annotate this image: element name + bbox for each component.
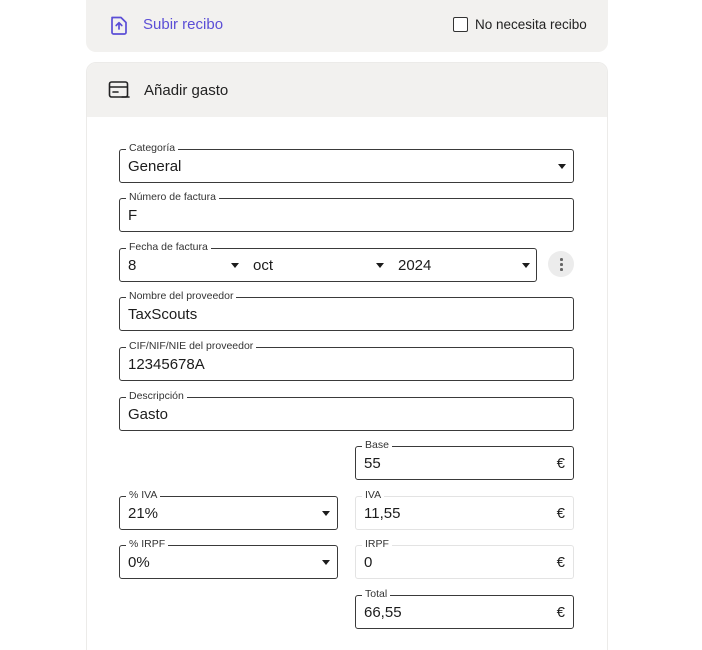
- date-month-value: oct: [253, 257, 274, 274]
- date-year-value: 2024: [398, 257, 432, 274]
- vat-amount-field: [355, 489, 574, 530]
- vat-amount-value: 11,55: [364, 505, 401, 522]
- irpf-percent-value: 0%: [128, 554, 150, 571]
- base-label: Base: [362, 438, 392, 452]
- date-day-value: 8: [128, 257, 137, 274]
- chevron-down-icon: [231, 263, 239, 268]
- base-value: 55: [364, 455, 381, 472]
- irpf-amount-value: 0: [364, 554, 373, 571]
- total-input[interactable]: [355, 588, 574, 629]
- supplier-name-input[interactable]: [119, 290, 574, 331]
- invoice-number-label: Número de factura: [126, 190, 219, 204]
- vat-percent-select[interactable]: [119, 489, 338, 530]
- invoice-date-field: [119, 241, 537, 282]
- date-year-select[interactable]: [390, 249, 536, 281]
- irpf-amount-label: IRPF: [362, 537, 392, 551]
- chevron-down-icon: [522, 263, 530, 268]
- vat-currency: €: [556, 505, 565, 522]
- irpf-currency: €: [556, 554, 565, 571]
- description-label: Descripción: [126, 389, 187, 403]
- more-options-button[interactable]: [548, 251, 574, 277]
- invoice-number-value: F: [128, 207, 138, 224]
- chevron-down-icon: [558, 164, 566, 169]
- description-value: Gasto: [128, 406, 169, 423]
- category-value: General: [128, 158, 182, 175]
- supplier-name-label: Nombre del proveedor: [126, 289, 236, 303]
- upload-receipt-button[interactable]: Subir recibo: [143, 16, 224, 33]
- irpf-percent-label: % IRPF: [126, 537, 168, 551]
- upload-receipt-card: [86, 0, 608, 52]
- chevron-down-icon: [322, 560, 330, 565]
- add-expense-title: Añadir gasto: [144, 82, 229, 99]
- irpf-percent-select[interactable]: [119, 538, 338, 579]
- supplier-id-value: 12345678A: [128, 356, 205, 373]
- chevron-down-icon: [376, 263, 384, 268]
- base-input[interactable]: [355, 439, 574, 480]
- total-currency: €: [556, 604, 565, 621]
- supplier-id-input[interactable]: [119, 340, 574, 381]
- receipt-icon: [108, 80, 130, 100]
- invoice-date-label: Fecha de factura: [126, 240, 211, 254]
- total-value: 66,55: [364, 604, 402, 621]
- chevron-down-icon: [322, 511, 330, 516]
- add-expense-header: [87, 63, 607, 117]
- category-select[interactable]: [119, 142, 574, 183]
- irpf-amount-field: [355, 538, 574, 579]
- total-label: Total: [362, 587, 390, 601]
- vat-percent-label: % IVA: [126, 488, 160, 502]
- vat-amount-label: IVA: [362, 488, 384, 502]
- no-receipt-checkbox[interactable]: [453, 17, 468, 32]
- category-label: Categoría: [126, 141, 178, 155]
- supplier-name-value: TaxScouts: [128, 306, 198, 323]
- base-currency: €: [556, 455, 565, 472]
- supplier-id-label: CIF/NIF/NIE del proveedor: [126, 339, 256, 353]
- more-vert-icon: [560, 258, 563, 261]
- no-receipt-label[interactable]: No necesita recibo: [475, 17, 587, 32]
- date-month-select[interactable]: [245, 249, 390, 281]
- date-day-select[interactable]: [120, 249, 245, 281]
- vat-percent-value: 21%: [128, 505, 159, 522]
- description-input[interactable]: [119, 390, 574, 431]
- upload-file-icon[interactable]: [108, 14, 130, 36]
- invoice-number-input[interactable]: [119, 191, 574, 232]
